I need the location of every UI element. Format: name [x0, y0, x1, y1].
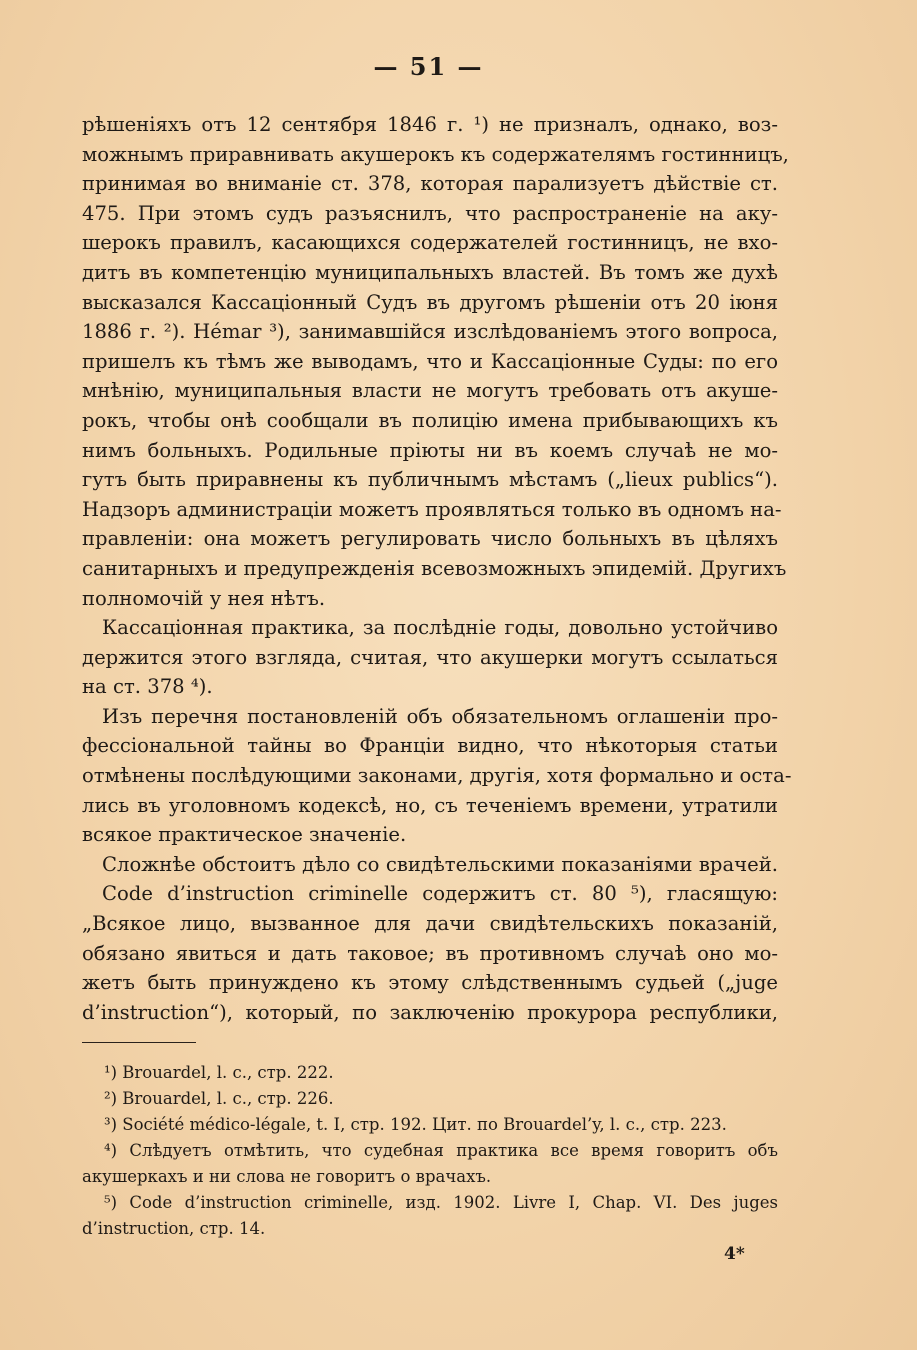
text-line: 475. При этомъ судъ разъяснилъ, что распространеніе на аку-	[82, 201, 778, 225]
text-line: мнѣнію, муниципальныя власти не могутъ требовать отъ акуше-	[82, 379, 778, 403]
footnote-3: ³) Société médico-légale, t. I, стр. 192. Цит. по Brouardel’y, l. c., стр. 223.	[104, 1115, 727, 1134]
text-line: держится этого взгляда, считая, что акушерки могутъ ссылаться	[82, 645, 778, 669]
text-line: рокъ, чтобы онѣ сообщали въ полицію имена прибывающихъ къ	[82, 408, 778, 432]
text-line: правленіи: она можетъ регулировать число больныхъ въ цѣляхъ	[82, 527, 778, 551]
text-line: высказался Кассаціонный Судъ въ другомъ рѣшеніи отъ 20 іюня	[82, 290, 778, 314]
footnote-divider	[82, 1042, 196, 1043]
text-line: можнымъ приравнивать акушерокъ къ содержателямъ гостинницъ,	[82, 142, 789, 166]
footnote-1: ¹) Brouardel, l. c., стр. 222.	[104, 1063, 334, 1082]
text-line: „Всякое лицо, вызванное для дачи свидѣтельскихъ показаній,	[82, 912, 778, 936]
text-line: 1886 г. ²). Hémar ³), занимавшійся изслѣдованіемъ этого вопроса,	[82, 320, 778, 344]
footnote-2: ²) Brouardel, l. c., стр. 226.	[104, 1089, 334, 1108]
text-line: фессіональной тайны во Франціи видно, что нѣкоторыя статьи	[82, 734, 778, 758]
text-line: на ст. 378 ⁴).	[82, 675, 213, 699]
footnote-5: ⁵) Code d’instruction criminelle, изд. 1902. Livre I, Chap. VI. Des juges	[104, 1193, 778, 1212]
text-line: санитарныхъ и предупрежденія всевозможныхъ эпидемій. Другихъ	[82, 556, 787, 580]
text-line: гутъ быть приравнены къ публичнымъ мѣстамъ („lieux publics“).	[82, 468, 778, 492]
text-line: рѣшеніяхъ отъ 12 сентября 1846 г. ¹) не призналъ, однако, воз-	[82, 113, 778, 136]
footnote-4-continued: акушеркахъ и ни слова не говоритъ о врачахъ.	[82, 1167, 492, 1186]
footnotes	[82, 1060, 778, 1242]
body-text	[82, 110, 792, 1027]
text-line: принимая во вниманіе ст. 378, которая парализуетъ дѣйствіе ст.	[82, 172, 778, 196]
text-line: нимъ больныхъ. Родильные пріюты ни въ коемъ случаѣ не мо-	[82, 438, 778, 462]
text-line: лись въ уголовномъ кодексѣ, но, съ теченіемъ времени, утратили	[82, 793, 778, 817]
text-line: Сложнѣе обстоитъ дѣло со свидѣтельскими показаніями врачей.	[102, 852, 778, 876]
text-line: Изъ перечня постановленій объ обязательномъ оглашеніи про-	[102, 704, 778, 728]
text-line: Надзоръ администраціи можетъ проявляться только въ одномъ на-	[82, 497, 782, 521]
text-line: дитъ въ компетенцію муниципальныхъ властей. Въ томъ же духѣ	[82, 260, 778, 284]
text-line: Кассаціонная практика, за послѣдніе годы, довольно устойчиво	[102, 616, 778, 640]
text-line: полномочій у нея нѣтъ.	[82, 586, 326, 610]
page-number: — 51 —	[373, 52, 484, 81]
text-line: шерокъ правилъ, касающихся содержателей гостинницъ, не вхо-	[82, 231, 778, 255]
footnote-4: ⁴) Слѣдуетъ отмѣтить, что судебная практика все время говоритъ объ	[104, 1141, 778, 1160]
signature-mark: 4*	[724, 1244, 745, 1264]
text-line: пришелъ къ тѣмъ же выводамъ, что и Кассаціонные Суды: по его	[82, 349, 778, 373]
text-line: всякое практическое значеніе.	[82, 823, 407, 847]
text-line: отмѣнены послѣдующими законами, другія, хотя формально и оста-	[82, 764, 792, 788]
text-line: обязано явиться и дать таковое; въ противномъ случаѣ оно мо-	[82, 941, 778, 965]
text-line: d’instruction“), который, по заключенію прокурора республики,	[82, 1000, 778, 1024]
footnote-5-continued: d’instruction, стр. 14.	[82, 1219, 266, 1238]
text-line: жетъ быть принуждено къ этому слѣдственнымъ судьей („juge	[82, 971, 778, 995]
text-line: Code d’instruction criminelle содержитъ ст. 80 ⁵), гласящую:	[102, 882, 778, 906]
